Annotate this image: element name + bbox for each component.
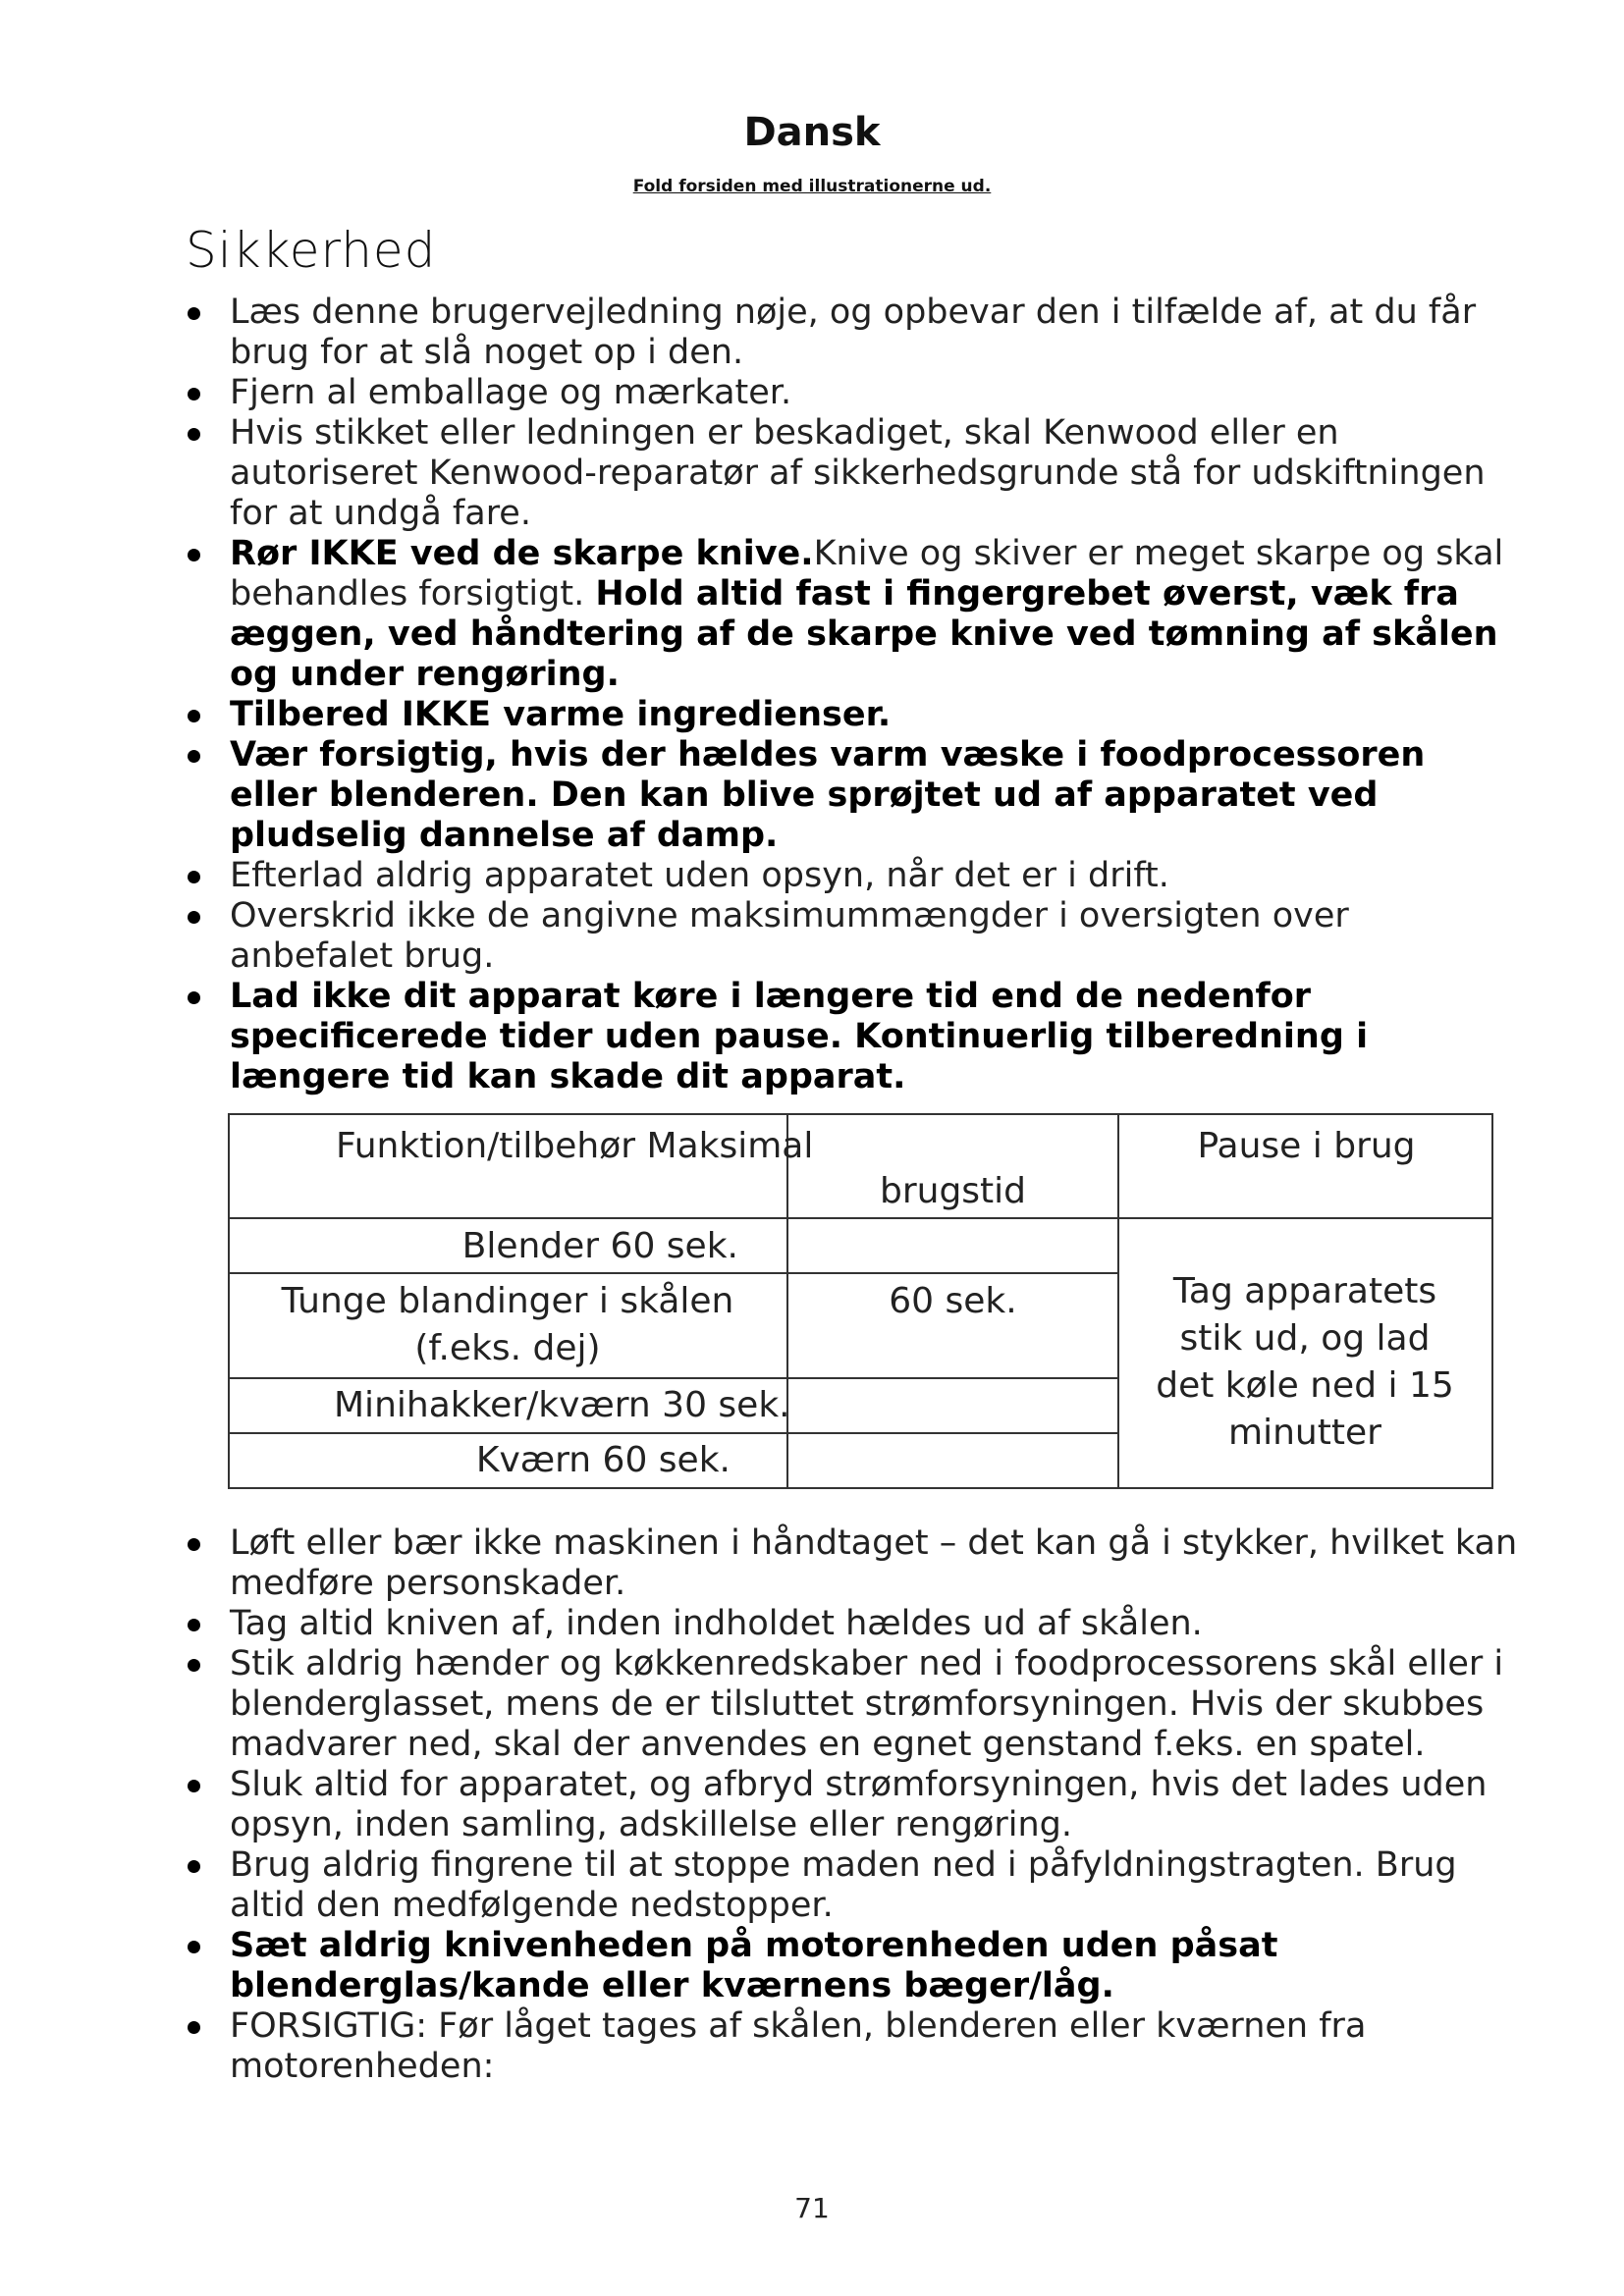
table-row-mill: Kværn 60 sek. (475, 1440, 731, 1480)
usage-time-table (228, 1113, 1494, 1490)
table-pause-instructions: Tag apparatets stik ud, og lad det køle ned i 15 minutter (1156, 1271, 1454, 1453)
table-header-max-time: brugstid (879, 1171, 1027, 1211)
list-item: Hvis stikket eller ledningen er beskadiget, skal Kenwood eller en autoriseret Kenwood-reparatør af sikkerhedsgrunde stå for udskiftningen for at undgå fare. (186, 413, 1521, 534)
list-item: Efterlad aldrig apparatet uden opsyn, når det er i drift. (186, 856, 1521, 896)
safety-list-top (186, 293, 1521, 1097)
table-row-bowl-time: 60 sek. (889, 1281, 1017, 1321)
list-item: Tag altid kniven af, inden indholdet hældes ud af skålen. (186, 1604, 1521, 1644)
list-item: Overskrid ikke de angivne maksimummængder i oversigten over anbefalet brug. (186, 896, 1521, 977)
list-item: Stik aldrig hænder og køkkenredskaber ned i foodprocessorens skål eller i blenderglasset, mens de er tilsluttet strømforsyningen. Hvis der skubbes madvarer ned, skal der anvendes en egnet genstand f.eks. en spatel. (186, 1644, 1521, 1765)
table-row-blender: Blender 60 sek. (461, 1226, 738, 1266)
table-row-bowl: Tunge blandinger i skålen (f.eks. dej) (281, 1281, 734, 1368)
language-heading: Dansk (743, 110, 881, 155)
list-item: Fjern al emballage og mærkater. (186, 373, 1521, 413)
list-item: Tilbered IKKE varme ingredienser. (186, 695, 1521, 735)
list-item: Sluk altid for apparatet, og afbryd strømforsyningen, hvis det lades uden opsyn, inden samling, adskillelse eller rengøring. (186, 1765, 1521, 1845)
list-item: Rør IKKE ved de skarpe knive.Knive og skiver er meget skarpe og skal behandles forsigtigt. Hold altid fast i fingergrebet øverst, væk fra æggen, ved håndtering af de skarpe knive ved tømning af skålen og under rengøring. (186, 534, 1521, 695)
page-number: 71 (794, 2192, 830, 2224)
safety-list-bottom (186, 1523, 1521, 2087)
list-item: FORSIGTIG: Før låget tages af skålen, blenderen eller kværnen fra motorenheden: (186, 2006, 1521, 2087)
list-item: Lad ikke dit apparat køre i længere tid end de nedenfor specificerede tider uden pause. Kontinuerlig tilberedning i længere tid kan skade dit apparat. (186, 977, 1521, 1097)
table-row-minichopper: Minihakker/kværn 30 sek. (334, 1385, 790, 1425)
fold-note: Fold forsiden med illustrationerne ud. (632, 177, 992, 196)
table-header-function: Funktion/tilbehør Maksimal (336, 1126, 814, 1166)
list-item: Sæt aldrig knivenheden på motorenheden uden påsat blenderglas/kande eller kværnens bæger/låg. (186, 1926, 1521, 2006)
list-item: Vær forsigtig, hvis der hældes varm væske i foodprocessoren eller blenderen. Den kan blive sprøjtet ud af apparatet ved pludselig dannelse af damp. (186, 735, 1521, 856)
list-item: Brug aldrig fingrene til at stoppe maden ned i påfyldningstragten. Brug altid den medfølgende nedstopper. (186, 1845, 1521, 1926)
list-item: Læs denne brugervejledning nøje, og opbevar den i tilfælde af, at du får brug for at slå noget op i den. (186, 293, 1521, 373)
table-header-pause: Pause i brug (1197, 1126, 1416, 1166)
list-item: Løft eller bær ikke maskinen i håndtaget – det kan gå i stykker, hvilket kan medføre personskader. (186, 1523, 1521, 1604)
section-title: Sikkerhed (186, 222, 437, 279)
